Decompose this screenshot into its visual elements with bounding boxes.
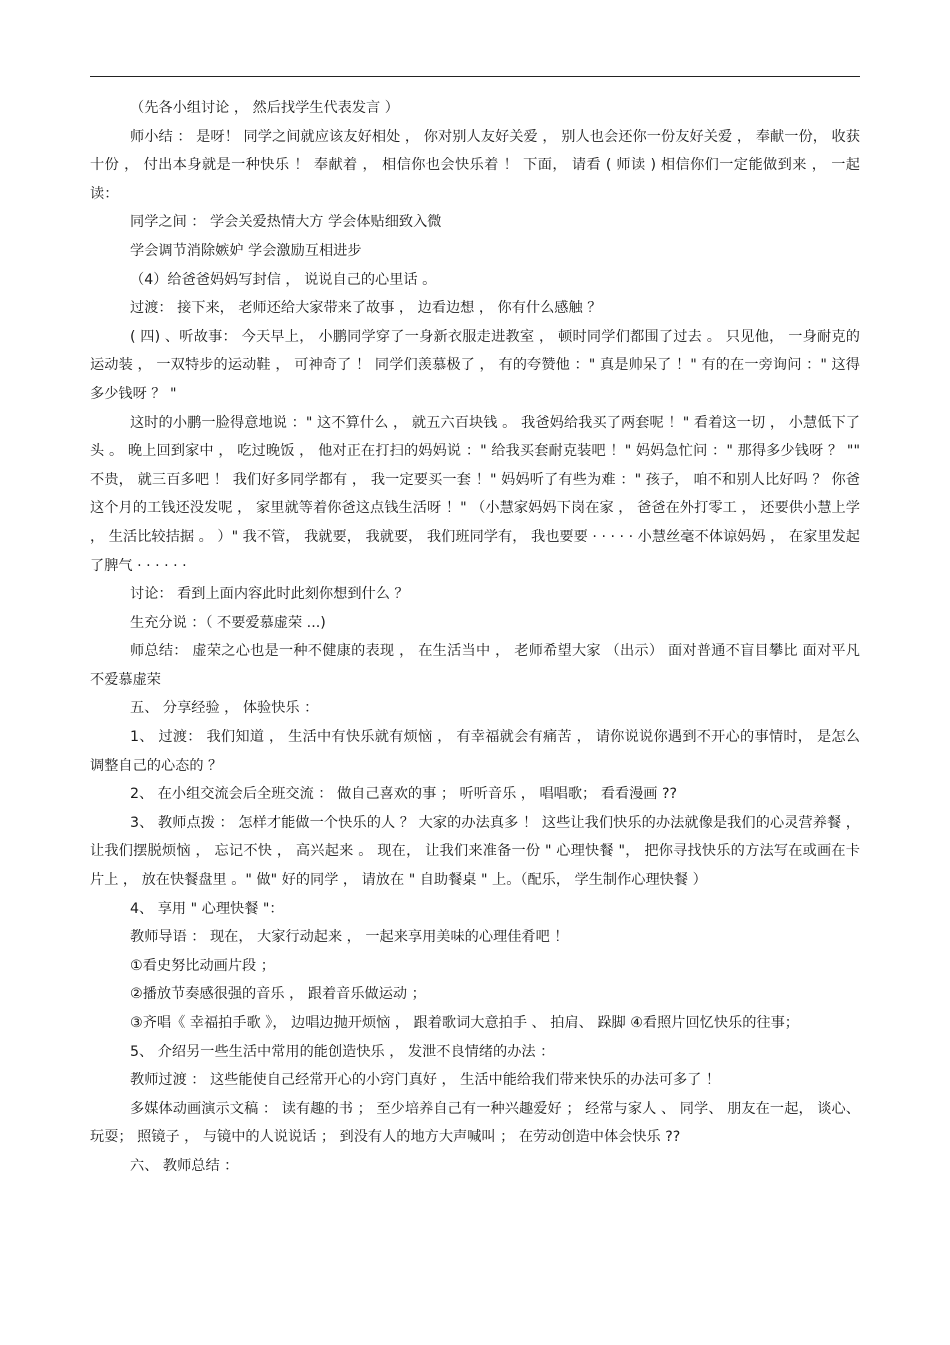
paragraph: 2、 在小组交流会后全班交流 ： 做自己喜欢的事 ； 听听音乐 ， 唱唱歌； 看看漫画 ?? xyxy=(130,786,678,803)
paragraph: 生充分说 ：（ 不要爱慕虚荣 ...) xyxy=(130,614,326,631)
paragraph: 过渡： 接下来， 老师还给大家带来了故事 ， 边看边想 ， 你有什么感触 ？ xyxy=(130,300,602,317)
header-rule xyxy=(90,76,860,77)
paragraph: （4）给爸爸妈妈写封信 ， 说说自己的心里话 。 xyxy=(130,271,437,288)
paragraph: 师总结： 虚荣之心也是一种不健康的表现 ， 在生活当中 ， 老师希望大家 （出示） 面对普通不盲目攀比 面对平凡不爱慕虚荣 xyxy=(90,643,860,688)
paragraph: 这时的小鹏一脸得意地说 ：" 这不算什么 ， 就五六百块钱 。 我爸妈给我买了两套呢 ！" 看着这一切 ， 小慧低下了头 。 晚上回到家中 ， 吃过晚饭 ， 他对正在打扫的妈妈说 ：" 给我买套耐克装吧 ！" 妈妈急忙问 ：" 那得多少钱呀 ？ "" 不贵， 就三百多吧 ！ 我们好多同学都有 ， 我一定要买一套 ！" 妈妈听了有些为难 ：" 孩子， 咱不和别人比好吗 ？ 你爸这个月的工钱还没发呢 ， 家里就等着你爸这点钱生活呀 ！" （小慧家妈妈下岗在家 ， 爸爸在外打零工 ， 还要供小慧上学 ， 生活比较拮据 。 ）" 我不管， 我就要， 我就要， 我们班同学有， 我也要要 · · · · · 小慧丝毫不体谅妈妈 ， 在家里发起了脾气 · · · · · · xyxy=(90,414,865,574)
paragraph: 教师导语 ： 现在， 大家行动起来 ， 一起来享用美味的心理佳肴吧 ！ xyxy=(130,929,569,946)
paragraph: 六、 教师总结 ： xyxy=(130,1157,239,1174)
paragraph: ②播放节奏感很强的音乐 ， 跟着音乐做运动 ； xyxy=(130,986,426,1003)
paragraph: ( 四) 、听故事： 今天早上， 小鹏同学穿了一身新衣服走进教室 ， 顿时同学们都围了过去 。 只见他， 一身耐克的运动装 ， 一双特步的运动鞋 ， 可神奇了 ！ 同学们羡慕极了 ， 有的夸赞他 ：" 真是帅呆了 ！" 有的在一旁询问 ：" 这得多少钱呀 ？ " xyxy=(90,328,860,402)
paragraph: 学会调节消除嫉妒 学会激励互相进步 xyxy=(130,242,362,259)
paragraph: 教师过渡 ： 这些能使自己经常开心的小窍门真好 ， 生活中能给我们带来快乐的办法可多了 ！ xyxy=(130,1072,721,1089)
paragraph: 5、 介绍另一些生活中常用的能创造快乐 ， 发泄不良情绪的办法 ： xyxy=(130,1043,555,1060)
paragraph: 多媒体动画演示文稿 ： 读有趣的书 ； 至少培养自己有一种兴趣爱好 ； 经常与家人 、 同学、 朋友在一起， 谈心、 玩耍； 照镜子 ， 与镜中的人说说话 ； 到没有人的地方大声喊叫 ； 在劳动创造中体会快乐 ?? xyxy=(90,1100,865,1146)
paragraph: 师小结 ： 是呀！ 同学之间就应该友好相处 ， 你对别人友好关爱 ， 别人也会还你一份友好关爱 ， 奉献一份， 收获十份 ， 付出本身就是一种快乐 ！ 奉献着 ， 相信你也会快乐着 ！ 下面， 请看 ( 师读 ) 相信你们一定能做到来 ， 一起读： xyxy=(90,128,860,202)
paragraph: ①看史努比动画片段 ； xyxy=(130,957,275,974)
paragraph: 同学之间 ： 学会关爱热情大方 学会体贴细致入微 xyxy=(130,214,442,231)
paragraph: 五、 分享经验 ， 体验快乐 ： xyxy=(130,700,319,717)
paragraph: 4、 享用 " 心理快餐 "： xyxy=(130,900,284,917)
paragraph: 讨论： 看到上面内容此时此刻你想到什么 ？ xyxy=(130,586,409,603)
paragraph: （先各小组讨论 ， 然后找学生代表发言 ） xyxy=(130,100,399,116)
paragraph: ③齐唱《 幸福拍手歌 》， 边唱边抛开烦恼 ， 跟着歌词大意拍手 、 拍肩、 跺脚 ④看照片回忆快乐的往事； xyxy=(130,1015,799,1031)
paragraph: 1、 过渡： 我们知道 ， 生活中有快乐就有烦恼 ， 有幸福就会有痛苦 ， 请你说说你遇到不开心的事情时， 是怎么调整自己的心态的 ？ xyxy=(90,729,860,774)
paragraph: 3、 教师点拨 ： 怎样才能做一个快乐的人 ？ 大家的办法真多 ！ 这些让我们快乐的办法就像是我们的心灵营养餐 ， 让我们摆脱烦恼 ， 忘记不快 ， 高兴起来 。 现在， 让我们来准备一份 " 心理快餐 "， 把你寻找快乐的方法写在或画在卡片上 ， 放在快餐盘里 。" 做" 好的同学 ， 请放在 " 自助餐桌 " 上。（配乐， 学生制作心理快餐 ） xyxy=(90,814,865,889)
document-body xyxy=(90,94,865,1181)
